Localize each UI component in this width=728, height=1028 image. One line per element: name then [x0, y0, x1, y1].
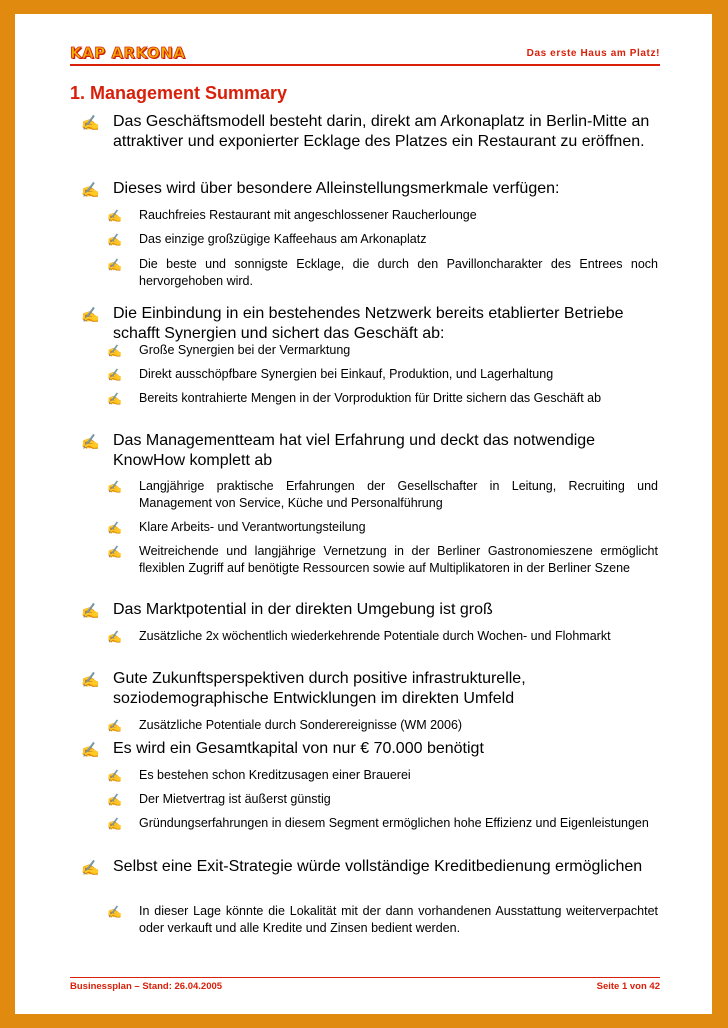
sub-point: Klare Arbeits- und Verantwortungsteilung	[139, 520, 366, 534]
summary-point: Das Marktpotential in der direkten Umgebung ist groß	[113, 601, 493, 618]
sub-bullet-icon: ✍	[107, 630, 122, 644]
footer-page-number: Seite 1 von 42	[596, 981, 660, 992]
bullet-icon: ✍	[81, 307, 100, 324]
summary-point: Das Geschäftsmodell besteht darin, direkt am Arkonaplatz in Berlin-Mitte an attraktiver und exponierter Ecklage des Platzes ein Restaurant zu eröffnen.	[113, 113, 650, 150]
bullet-icon: ✍	[81, 672, 100, 689]
sub-point: Zusätzliche 2x wöchentlich wiederkehrende Potentiale durch Wochen- und Flohmarkt	[139, 629, 611, 643]
sub-bullet-icon: ✍	[107, 209, 122, 223]
bullet-icon: ✍	[81, 434, 100, 451]
sub-bullet-icon: ✍	[107, 233, 122, 247]
summary-point: Selbst eine Exit-Strategie würde vollständige Kreditbedienung ermöglichen	[113, 858, 643, 875]
sub-point: Zusätzliche Potentiale durch Sonderereignisse (WM 2006)	[139, 718, 463, 732]
sub-bullet-icon: ✍	[107, 521, 122, 535]
sub-bullet-icon: ✍	[107, 545, 122, 559]
bullet-icon: ✍	[81, 742, 100, 759]
sub-bullet-icon: ✍	[107, 258, 122, 272]
sub-bullet-icon: ✍	[107, 905, 122, 919]
sub-bullet-icon: ✍	[107, 793, 122, 807]
sub-point: Große Synergien bei der Vermarktung	[139, 343, 351, 357]
footer-divider	[70, 977, 660, 978]
summary-point: Gute Zukunftsperspektiven durch positive infrastrukturelle, soziodemographische Entwicklungen im direkten Umfeld	[113, 670, 526, 707]
document-page	[15, 14, 712, 1014]
sub-point: Direkt ausschöpfbare Synergien bei Einkauf, Produktion, und Lagerhaltung	[139, 367, 554, 381]
bullet-icon: ✍	[81, 860, 100, 877]
bullet-icon: ✍	[81, 115, 100, 132]
sub-bullet-icon: ✍	[107, 817, 122, 831]
bullet-icon: ✍	[81, 603, 100, 620]
summary-point: Es wird ein Gesamtkapital von nur € 70.000 benötigt	[113, 740, 484, 757]
sub-point: Das einzige großzügige Kaffeehaus am Arkonaplatz	[139, 232, 427, 246]
header-tagline: Das erste Haus am Platz!	[526, 48, 660, 59]
footer-document-info: Businessplan – Stand: 26.04.2005	[70, 981, 223, 992]
bullet-icon: ✍	[81, 182, 100, 199]
sub-bullet-icon: ✍	[107, 392, 122, 406]
sub-bullet-icon: ✍	[107, 769, 122, 783]
sub-bullet-icon: ✍	[107, 368, 122, 382]
sub-bullet-icon: ✍	[107, 480, 122, 494]
sub-point: Langjährige praktische Erfahrungen der Gesellschafter in Leitung, Recruiting und Management von Service, Küche und Personalführung	[139, 479, 658, 510]
page-header	[70, 44, 660, 64]
sub-point: Weitreichende und langjährige Vernetzung in der Berliner Gastronomieszene ermöglicht flexiblen Zugriff auf benötigte Ressourcen sowie auf Multiplikatoren in der Berliner Szene	[139, 544, 658, 575]
sub-point: In dieser Lage könnte die Lokalität mit der dann vorhandenen Ausstattung weiterverpachtet oder verkauft und alle Kredite und Zinsen bedient werden.	[139, 904, 658, 935]
sub-point: Gründungserfahrungen in diesem Segment ermöglichen hohe Effizienz und Eigenleistungen	[139, 816, 649, 830]
sub-bullet-icon: ✍	[107, 719, 122, 733]
sub-bullet-icon: ✍	[107, 344, 122, 358]
section-heading: 1. Management Summary	[70, 83, 288, 103]
logo: KAP ARKONA	[70, 44, 186, 62]
summary-point: Dieses wird über besondere Alleinstellungsmerkmale verfügen:	[113, 180, 560, 197]
sub-point: Bereits kontrahierte Mengen in der Vorproduktion für Dritte sichern das Geschäft ab	[139, 391, 602, 405]
sub-point: Rauchfreies Restaurant mit angeschlossener Raucherlounge	[139, 208, 477, 222]
header-divider	[70, 64, 660, 66]
sub-point: Die beste und sonnigste Ecklage, die durch den Pavilloncharakter des Entrees noch hervorgehoben wird.	[139, 257, 658, 288]
summary-point: Die Einbindung in ein bestehendes Netzwerk bereits etablierter Betriebe schafft Synergien und sichert das Geschäft ab:	[113, 305, 624, 342]
sub-point: Der Mietvertrag ist äußerst günstig	[139, 792, 331, 806]
sub-point: Es bestehen schon Kreditzusagen einer Brauerei	[139, 768, 411, 782]
summary-point: Das Managementteam hat viel Erfahrung und deckt das notwendige KnowHow komplett ab	[113, 432, 596, 469]
